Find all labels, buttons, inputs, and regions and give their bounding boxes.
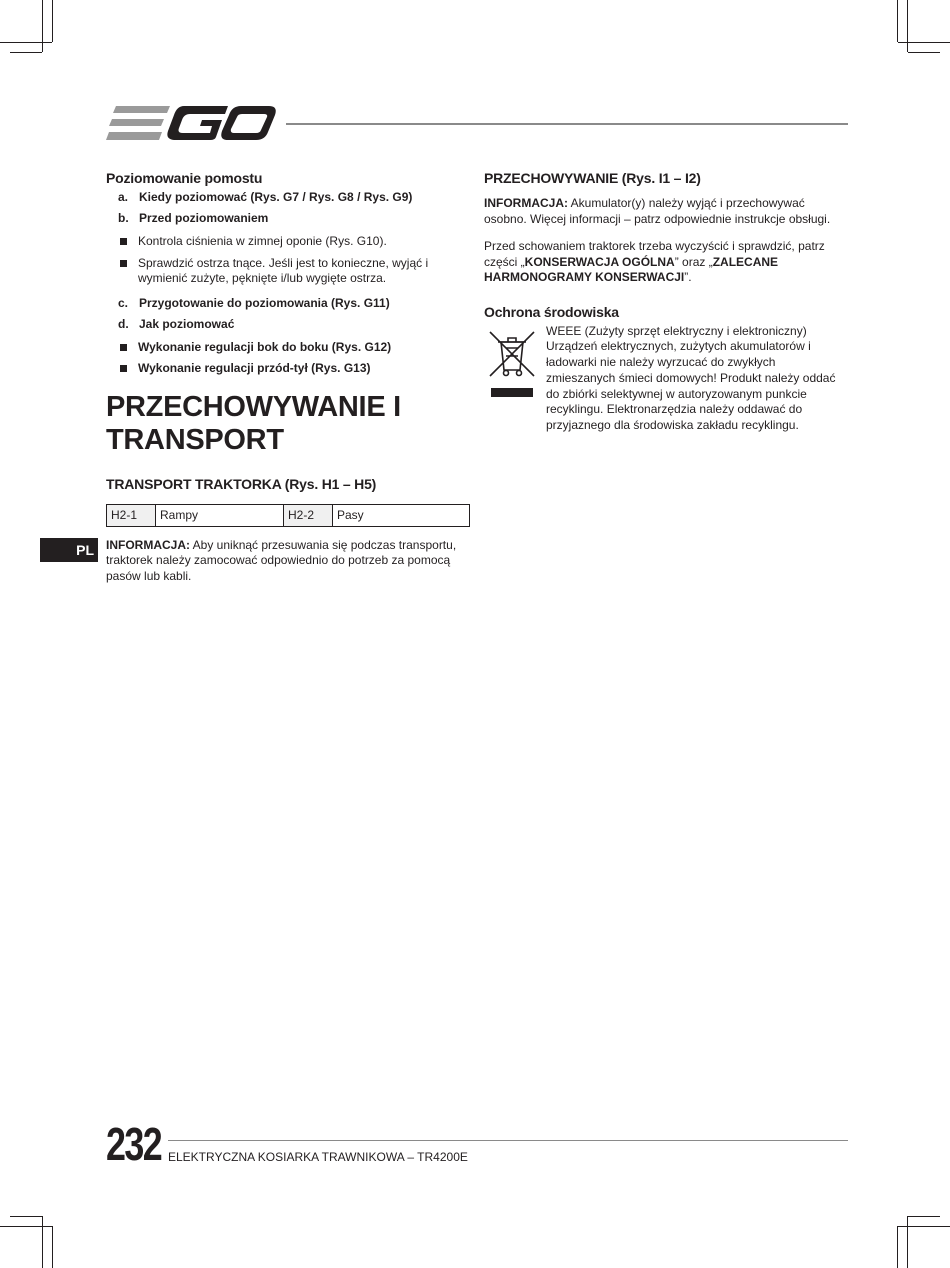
bullet-text: Wykonanie regulacji przód-tył (Rys. G13) [138, 361, 371, 375]
right-column [484, 170, 848, 434]
crossed-bin-icon [486, 328, 538, 400]
note-label: INFORMACJA: [106, 537, 190, 552]
list-item-text: Przygotowanie do poziomowania (Rys. G11) [139, 295, 390, 310]
bullet-item [106, 361, 470, 377]
square-bullet-icon [120, 365, 127, 372]
crop-mark [898, 1226, 950, 1227]
weee-text: WEEE (Zużyty sprzęt elektryczny i elektroniczny) Urządzeń elektrycznych, zużytych akumulatorów i ładowarki nie należy wyrzucać do zwykłych zmieszanych śmieci domowych! Produkt należy oddać do zbiórki selektywnej w autoryzowanym punkcie recyklingu. Elektronarzędzia należy oddawać do przyjaznego dla środowiska zakładu recyklingu. [546, 323, 836, 433]
list-item-text: Jak poziomować [139, 316, 235, 331]
list-marker: a. [118, 190, 129, 204]
list-item [106, 317, 470, 331]
list-item [106, 211, 470, 225]
table-cell: Pasy [333, 504, 470, 526]
paragraph-text: ” oraz „ [674, 254, 713, 269]
note-text: Akumulator(y) należy wyjąć i przechowywać osobno. Więcej informacji – patrz odpowiednie instrukcje obsługi. [484, 196, 831, 226]
note-text: Aby uniknąć przesuwania się podczas transportu, traktorek należy zamocować odpowiednio do potrzeb za pomocą pasów lub kabli. [106, 537, 457, 583]
footer-title: ELEKTRYCZNA KOSIARKA TRAWNIKOWA – TR4200E [168, 1150, 468, 1164]
list-item-text: Kiedy poziomować (Rys. G7 / Rys. G8 / Rys. G9) [139, 190, 413, 204]
bullet-text: Sprawdzić ostrza tnące. Jeśli jest to konieczne, wyjąć i wymienić zużyte, pęknięte i/lub wygięte ostrza. [138, 255, 429, 285]
crop-mark [0, 42, 52, 43]
list-item-text: Przed poziomowaniem [139, 211, 269, 225]
transport-title: TRANSPORT TRAKTORKA (Rys. H1 – H5) [106, 475, 377, 492]
square-bullet-icon [120, 238, 127, 245]
bullet-item [106, 256, 470, 287]
list-item [106, 296, 470, 310]
crop-mark [897, 0, 898, 42]
note-label: INFORMACJA: [484, 196, 568, 210]
table-cell: H2-1 [107, 504, 156, 526]
section-title-line: TRANSPORT [106, 423, 284, 456]
page-number: 232 [106, 1118, 162, 1170]
environment-title: Ochrona środowiska [484, 303, 619, 320]
storage-paragraph [484, 239, 848, 286]
left-column [106, 170, 470, 596]
transport-note [106, 538, 470, 585]
crop-mark [907, 0, 908, 52]
crop-mark [908, 1216, 940, 1217]
crop-mark [52, 1226, 53, 1268]
crop-mark [898, 42, 950, 43]
table-cell: H2-2 [284, 504, 333, 526]
table-cell: Rampy [156, 504, 284, 526]
list-marker: d. [118, 316, 129, 331]
list-marker: b. [118, 211, 129, 225]
crop-mark [907, 1216, 908, 1268]
table-row [107, 504, 470, 526]
bullet-item [106, 340, 470, 356]
square-bullet-icon [120, 344, 127, 351]
storage-title: PRZECHOWYWANIE (Rys. I1 – I2) [484, 170, 701, 186]
ego-logo [106, 104, 276, 142]
crop-mark [0, 1226, 52, 1227]
bullet-item [106, 234, 470, 250]
leveling-title: Poziomowanie pomostu [106, 170, 263, 186]
paragraph-text: Przed schowaniem traktorek trzeba wyczyścić i sprawdzić, patrz części „ [484, 239, 825, 269]
header-rule [286, 123, 848, 125]
section-title [106, 391, 470, 457]
crop-mark [908, 52, 940, 53]
crop-mark [10, 52, 42, 53]
crop-mark [42, 0, 43, 52]
list-marker: c. [118, 295, 129, 310]
list-item [106, 190, 470, 204]
section-title-line: PRZECHOWYWANIE I [106, 390, 401, 423]
bullet-text: Wykonanie regulacji bok do boku (Rys. G12) [138, 339, 392, 354]
crop-mark [10, 1216, 42, 1217]
bullet-text: Kontrola ciśnienia w zimnej oponie (Rys. G10). [138, 234, 387, 248]
storage-note [484, 196, 848, 227]
paragraph-emphasis: ZALECANE HARMONOGRAMY KONSERWACJI [484, 254, 779, 284]
crop-mark [42, 1216, 43, 1268]
parts-table [106, 504, 470, 527]
crop-mark [897, 1226, 898, 1268]
weee-block [484, 324, 848, 435]
crop-mark [52, 0, 53, 42]
square-bullet-icon [120, 260, 127, 267]
footer-rule [168, 1140, 848, 1141]
language-tab: PL [40, 538, 98, 562]
paragraph-emphasis: KONSERWACJA OGÓLNA [524, 254, 675, 269]
paragraph-text: ”. [684, 270, 692, 284]
